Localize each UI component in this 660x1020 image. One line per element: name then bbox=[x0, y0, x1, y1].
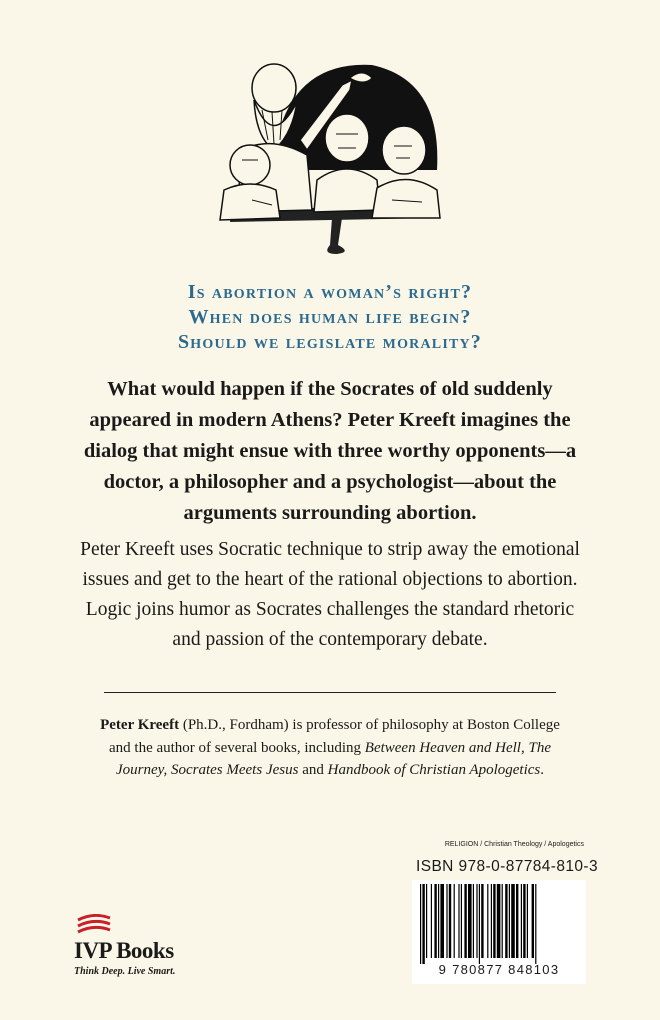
barcode-bar bbox=[527, 884, 528, 958]
bio-text: (Ph.D., Fordham) is professor of philosophy at Boston College and the author of several books, including bbox=[109, 717, 560, 756]
barcode-bar bbox=[420, 884, 421, 964]
barcode-bar bbox=[502, 884, 503, 958]
lead-paragraph: What would happen if the Socrates of old suddenly appeared in modern Athens? Peter Kreeft imagines the dialog that might ensue with three worthy opponents—a doctor, a philosopher and a psychologist—about the arguments surrounding abortion. bbox=[83, 378, 577, 524]
author-name: Peter Kreeft bbox=[100, 717, 180, 733]
barcode bbox=[412, 880, 586, 984]
barcode-bar bbox=[509, 884, 510, 958]
barcode-bar bbox=[535, 884, 536, 964]
barcode-bars bbox=[418, 884, 580, 964]
publisher-logo bbox=[74, 914, 194, 980]
barcode-bar bbox=[523, 884, 525, 958]
barcode-bar bbox=[458, 884, 459, 958]
ivp-logo-icon bbox=[76, 914, 112, 936]
publisher-tagline: Think Deep. Live Smart. bbox=[74, 966, 176, 977]
book-title: Handbook of Christian Apologetics bbox=[327, 762, 541, 778]
barcode-bar bbox=[479, 884, 480, 964]
barcode-bar bbox=[438, 884, 439, 958]
barcode-bar bbox=[505, 884, 507, 958]
barcode-digits: 9 780877 848103 bbox=[438, 962, 560, 977]
question-item: Is abortion a woman’s right? bbox=[187, 281, 473, 303]
barcode-bar bbox=[493, 884, 495, 958]
barcode-bar bbox=[431, 884, 432, 958]
socrates-dialogue-illustration bbox=[212, 40, 448, 258]
barcode-bar bbox=[516, 884, 518, 958]
body-paragraph: Peter Kreeft uses Socratic technique to strip away the emotional issues and get to the heart of the rational objections to abortion. Logic joins humor as Socrates challenges the standard rhetoric and passion of the contemporary debate. bbox=[80, 539, 580, 650]
barcode-bar bbox=[473, 884, 474, 958]
barcode-bar bbox=[521, 884, 522, 958]
barcode-bar bbox=[426, 884, 427, 958]
divider bbox=[104, 692, 556, 693]
barcode-bar bbox=[481, 884, 483, 958]
category-label: RELIGION / Christian Theology / Apologetics bbox=[444, 841, 584, 848]
bio-text: and bbox=[298, 762, 328, 778]
barcode-bar bbox=[461, 884, 462, 958]
question-list bbox=[0, 280, 660, 355]
barcode-bar bbox=[454, 884, 455, 958]
publisher-name: IVP Books bbox=[74, 938, 174, 963]
author-bio bbox=[90, 714, 570, 782]
book-titles: Between Heaven and Hell, The Journey, Socrates Meets Jesus bbox=[115, 739, 551, 778]
barcode-bar bbox=[464, 884, 466, 958]
isbn-text: ISBN 978-0-87784-810-3 bbox=[416, 858, 598, 875]
barcode-bar bbox=[497, 884, 501, 958]
bio-text: . bbox=[540, 762, 544, 778]
barcode-bar bbox=[476, 884, 477, 958]
question-item: When does human life begin? bbox=[188, 306, 472, 328]
barcode-bar bbox=[446, 884, 447, 958]
barcode-bar bbox=[440, 884, 444, 958]
barcode-bar bbox=[487, 884, 488, 958]
question-item: Should we legislate morality? bbox=[177, 331, 483, 353]
barcode-bar bbox=[532, 884, 534, 958]
barcode-bar bbox=[434, 884, 436, 958]
barcode-bar bbox=[491, 884, 492, 958]
barcode-bar bbox=[449, 884, 451, 958]
barcode-bar bbox=[422, 884, 424, 964]
barcode-bar bbox=[511, 884, 515, 958]
barcode-bar bbox=[468, 884, 472, 958]
